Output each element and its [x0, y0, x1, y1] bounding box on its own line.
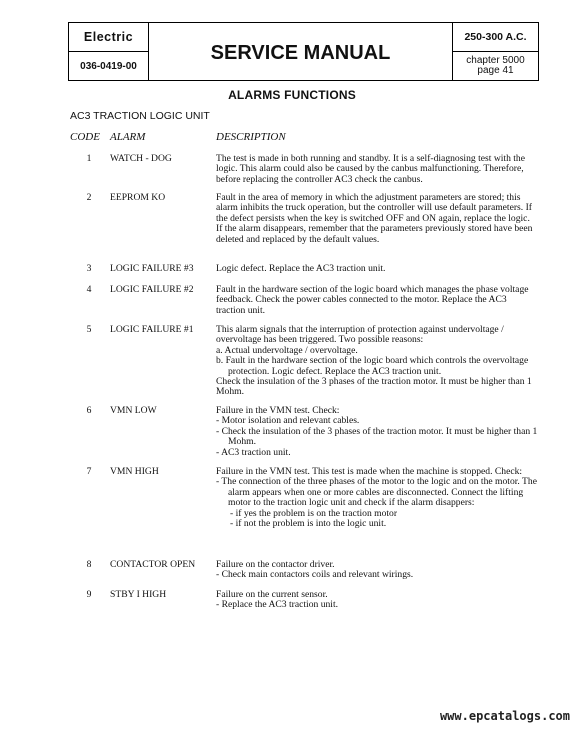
description-text: Logic defect. Replace the AC3 traction unit. — [216, 263, 386, 274]
alarm-name: LOGIC FAILURE #1 — [110, 324, 194, 335]
description-text: Failure in the VMN test. This test is made when the machine is stopped. Check: — [216, 466, 523, 477]
alarm-code: 3 — [86, 263, 92, 274]
alarm-name: STBY I HIGH — [110, 589, 167, 600]
description-list-item: - Motor isolation and relevant cables. — [216, 415, 360, 427]
description-text: The test is made in both running and standby. It is a self-diagnosing test with the logic. This alarm could also be caused by the canbus malfunctioning. Therefore, before replacing the controller AC3 check the canbus. — [216, 153, 525, 185]
alarm-code: 6 — [86, 405, 92, 416]
alarm-description — [216, 406, 538, 458]
description-text: This alarm signals that the interruption of protection against undervoltage / overvoltage has been triggered. Two possible reasons: — [216, 324, 504, 346]
subsection-title: AC3 TRACTION LOGIC UNIT — [70, 110, 210, 122]
description-text: Failure in the VMN test. Check: — [216, 405, 340, 416]
alarm-name: LOGIC FAILURE #2 — [110, 284, 194, 295]
alarm-description — [216, 467, 538, 529]
description-text: Failure on the contactor driver. — [216, 559, 335, 570]
description-text: Fault in the area of memory in which the adjustment parameters are stored; this alarm inhibits the truck operation, but the controller will use default parameters. If the defect persists when the key is switched OFF and ON again, replace the logic. If the alarm disappears, remember that the parameters previously stored have been deleted and replaced by the default values. — [216, 192, 533, 245]
alarm-description — [216, 560, 538, 581]
column-header-alarm: ALARM — [110, 131, 146, 143]
alarm-code: 2 — [86, 192, 92, 203]
alarm-description — [216, 154, 538, 185]
description-sub-item: - if not the problem is into the logic unit. — [230, 518, 387, 530]
alarm-description — [216, 193, 538, 245]
alarm-name: VMN LOW — [110, 405, 157, 416]
description-list-item: a. Actual undervoltage / overvoltage. — [216, 344, 358, 356]
alarm-description — [216, 590, 538, 611]
column-header-code: CODE — [70, 131, 100, 143]
header-box — [68, 22, 539, 81]
description-text: Fault in the hardware section of the logic board which manages the phase voltage feedback. Check the power cables connected to the motor. Replace the AC3 traction unit. — [216, 284, 529, 316]
alarm-description — [216, 285, 538, 316]
brand-label: Electric — [69, 23, 149, 52]
footer-watermark: www.epcatalogs.com — [439, 709, 570, 723]
alarm-description — [216, 264, 538, 274]
alarm-code: 8 — [86, 559, 92, 570]
doc-number: 036-0419-00 — [69, 52, 149, 80]
alarm-name: LOGIC FAILURE #3 — [110, 263, 194, 274]
alarm-name: EEPROM KO — [110, 192, 166, 203]
description-list-item: b. Fault in the hardware section of the logic board which controls the overvoltage protection. Logic defect. Replace the AC3 traction unit. — [216, 355, 529, 377]
page-label: page 41 — [477, 65, 514, 76]
description-list-item: - AC3 traction unit. — [216, 446, 291, 458]
alarm-code: 7 — [86, 466, 92, 477]
alarm-code: 5 — [86, 324, 92, 335]
alarm-code: 4 — [86, 284, 92, 295]
description-sub-item: - if yes the problem is on the traction motor — [230, 507, 398, 519]
alarm-name: VMN HIGH — [110, 466, 159, 477]
chapter-label: chapter 5000 — [466, 55, 525, 66]
alarm-code: 9 — [86, 589, 92, 600]
description-text: Failure on the current sensor. — [216, 589, 328, 600]
model-label: 250-300 A.C. — [453, 23, 538, 52]
section-title: ALARMS FUNCTIONS — [228, 88, 356, 102]
manual-title: SERVICE MANUAL — [149, 23, 453, 80]
description-text: Check the insulation of the 3 phases of the traction motor. It must be higher than 1 Mohm. — [216, 376, 532, 398]
alarm-name: WATCH - DOG — [110, 153, 172, 164]
description-list-item: - Replace the AC3 traction unit. — [216, 599, 339, 611]
alarm-code: 1 — [86, 153, 92, 164]
alarm-name: CONTACTOR OPEN — [110, 559, 196, 570]
description-list-item: - The connection of the three phases of the motor to the logic and on the motor. The alarm appears when one or more cables are disconnected. Connect the lifting motor to the traction logic unit and check if the alarm disappers: — [216, 476, 537, 509]
description-list-item: - Check main contactors coils and relevant wirings. — [216, 569, 414, 581]
column-header-description: DESCRIPTION — [216, 131, 286, 143]
chapter-page — [453, 52, 538, 80]
description-list-item: - Check the insulation of the 3 phases of the traction motor. It must be higher than 1 Mohm. — [216, 425, 538, 448]
alarm-description — [216, 325, 538, 398]
